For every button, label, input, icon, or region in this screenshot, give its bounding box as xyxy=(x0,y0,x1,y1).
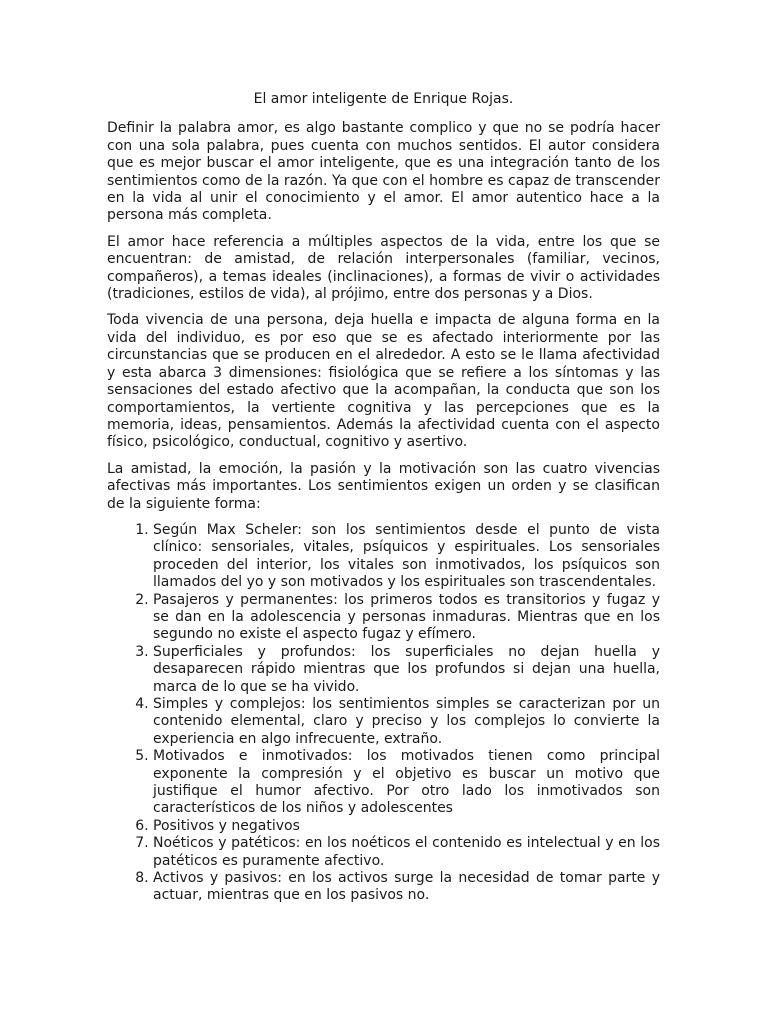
list-item-1: 1. Según Max Scheler: son los sentimientos desde el punto de vista clínico: sensoriales, vitales, psíquicos y espirituales. Los sensoriales proceden del interior, los vitales son inmotivados, los psíquicos son llamados del yo y son motivados y los espirituales son trascendentales. xyxy=(153,522,660,592)
list-item-5: 5. Motivados e inmotivados: los motivados tienen como principal exponente la compresión y el objetivo es buscar un motivo que justifique el humor afectivo. Por otro lado los inmotivados son característicos de los niños y adolescentes xyxy=(153,748,660,818)
list-item-2: 2. Pasajeros y permanentes: los primeros todos es transitorios y fugaz y se dan en la adolescencia y personas inmaduras. Mientras que en los segundo no existe el aspecto fugaz y efímero. xyxy=(153,592,660,644)
list-item-3: 3. Superficiales y profundos: los superficiales no dejan huella y desaparecen rápido mientras que los profundos si dejan una huella, marca de lo que se ha vivido. xyxy=(153,644,660,696)
list-item-6: 6. Positivos y negativos xyxy=(153,818,660,835)
paragraph-1: Definir la palabra amor, es algo bastante complico y que no se podría hacer con una sola palabra, pues cuenta con muchos sentidos. El autor considera que es mejor buscar el amor inteligente, que es una integración tanto de los sentimientos como de la razón. Ya que con el hombre es capaz de transcender en la vida al unir el conocimiento y el amor. El amor autentico hace a la persona más completa. xyxy=(107,120,660,224)
document-title: El amor inteligente de Enrique Rojas. xyxy=(253,91,514,107)
list-item-7: 7. Noéticos y patéticos: en los noéticos el contenido es intelectual y en los patéticos es puramente afectivo. xyxy=(153,835,660,870)
classification-list xyxy=(107,522,660,905)
paragraph-3: Toda vivencia de una persona, deja huella e impacta de alguna forma en la vida del individuo, es por eso que se es afectado interiormente por las circunstancias que se producen en el alrededor. A esto se le llama afectividad y esta abarca 3 dimensiones: fisiológica que se refiere a los síntomas y las sensaciones del estado afectivo que la acompañan, la conducta que son los comportamientos, la vertiente cognitiva y las percepciones que es la memoria, ideas, pensamientos. Además la afectividad cuenta con el aspecto físico, psicológico, conductual, cognitivo y asertivo. xyxy=(107,312,660,451)
list-item-4: 4. Simples y complejos: los sentimientos simples se caracterizan por un contenido elemental, claro y preciso y los complejos lo convierte la experiencia en algo infrecuente, extraño. xyxy=(153,696,660,748)
document-page xyxy=(107,91,660,905)
list-item-8: 8. Activos y pasivos: en los activos surge la necesidad de tomar parte y actuar, mientras que en los pasivos no. xyxy=(153,870,660,905)
paragraph-4: La amistad, la emoción, la pasión y la motivación son las cuatro vivencias afectivas más importantes. Los sentimientos exigen un orden y se clasifican de la siguiente forma: xyxy=(107,460,660,512)
paragraph-2: El amor hace referencia a múltiples aspectos de la vida, entre los que se encuentran: de amistad, de relación interpersonales (familiar, vecinos, compañeros), a temas ideales (inclinaciones), a formas de vivir o actividades (tradiciones, estilos de vida), al prójimo, entre dos personas y a Dios. xyxy=(107,233,660,303)
